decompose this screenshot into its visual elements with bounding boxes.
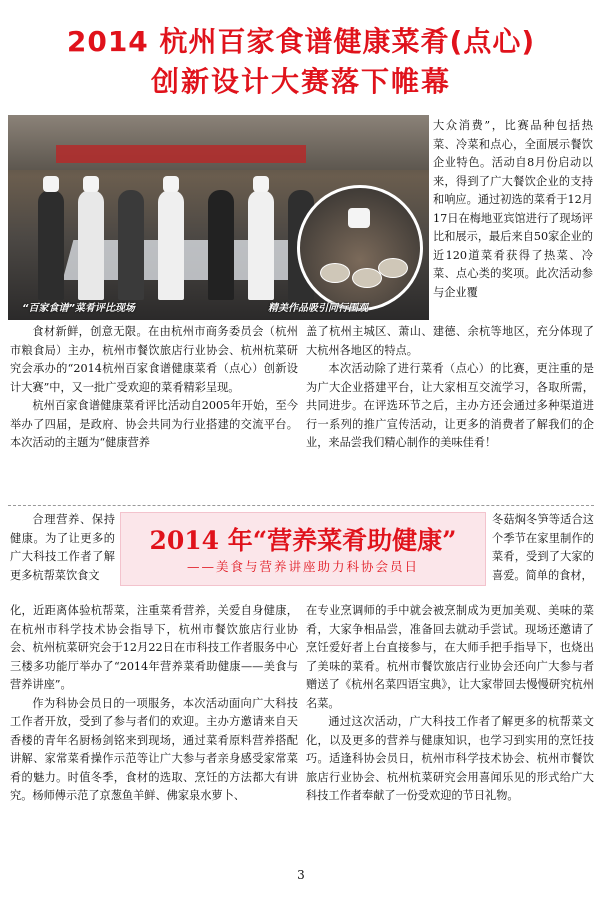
article-title-line-1: 2014 杭州百家食谱健康菜肴(点心) — [66, 25, 536, 58]
article1-paragraph: 杭州百家食谱健康菜肴评比活动自2005年开始，至今举办了四届，是政府、协会共同为行业搭建的交流平台。本次活动的主题为“健康营养 — [10, 399, 298, 449]
article1-left-column — [10, 323, 298, 453]
article2-side-right — [492, 511, 594, 585]
article2-banner — [120, 512, 486, 586]
article2-paragraph: 在专业烹调师的手中就会被烹制成为更加美观、美味的菜肴，大家争相品尝，准备回去就动手尝试。现场还邀请了烹饪爱好者上台直接参与，在大师手把手指导下，也烧出了美味的菜肴。杭州市餐饮旅店行业协会还向广大参与者赠送了《杭州名菜四语宝典》，让大家带回去慢慢研究杭州名菜。 — [306, 604, 594, 710]
article1-paragraph: 本次活动除了进行菜肴（点心）的比赛，更注重的是为广大企业搭建平台，让大家相互交流学习，各取所需，共同进步。在评选环节之后，主办方还会通过多种渠道进行一系列的推广宣传活动，让更多的消费者了解我们的企业，来品尝我们精心制作的美味佳肴！ — [306, 362, 594, 449]
photo-caption-left: “百家食谱”菜肴评比现场 — [22, 303, 135, 314]
article2-paragraph: 作为科协会员日的一项服务，本次活动面向广大科技工作者开放，受到了参与者们的欢迎。主办方邀请来自天香楼的青年名厨杨剑铭来到现场，通过菜肴原料营养搭配讲解、家常菜肴操作示范等让广大参与者亲身感受家常菜肴的魅力。时值冬季，食材的选取、烹饪的方法都大有讲究。杨师傅示范了京葱鱼羊鲜、佛家泉水萝卜、 — [10, 696, 298, 802]
article1-paragraph: 大众消费”，比赛品种包括热菜、冷菜和点心，全面展示餐饮企业特色。活动自8月份启动以来，得到了广大餐饮企业的支持和响应。通过初选的菜肴于12月17日在梅地亚宾馆进行了现场评比和展示，最后来自50家企业的近120道菜肴获得了热菜、冷菜、点心类的奖项。此次活动参与企业覆 — [433, 119, 593, 299]
article2-side-left — [10, 511, 115, 585]
section-divider — [8, 505, 594, 506]
page-number: 3 — [297, 868, 305, 882]
article2-banner-subtitle: ——美食与营养讲座助力科协会员日 — [186, 559, 419, 574]
article2-right-column — [306, 602, 594, 806]
dish-inset-photo — [297, 185, 423, 311]
article1-top-right-column — [433, 117, 593, 302]
article1-right-column — [306, 323, 594, 453]
article2-paragraph: 冬菇焖冬笋等适合这个季节在家里制作的菜肴，受到了大家的喜爱。简单的食材， — [492, 513, 594, 582]
article2-paragraph: 合理营养、保持健康。为了让更多的广大科技工作者了解更多杭帮菜饮食文 — [10, 513, 115, 582]
article2-paragraph: 通过这次活动，广大科技工作者了解更多的杭帮菜文化，以及更多的营养与健康知识，也学习到实用的烹饪技巧。适逢科协会员日，杭州市科学技术协会、杭州市餐饮旅店行业协会、杭州杭菜研究会用喜闻乐见的形式给广大科技工作者奉献了一份受欢迎的节日礼物。 — [306, 715, 594, 802]
photo-caption-right: 精美作品吸引同行围观 — [268, 303, 368, 314]
article1-paragraph: 食材新鲜，创意无限。在由杭州市商务委员会（杭州市粮食局）主办，杭州市餐饮旅店行业协会、杭州杭菜研究会承办的“2014杭州百家食谱健康菜肴（点心）创新设计大赛”中，又一批广受欢迎的菜肴精彩呈现。 — [10, 325, 298, 394]
article2-paragraph: 化，近距离体验杭帮菜，注重菜肴营养，关爱自身健康，在杭州市科学技术协会指导下，杭州市餐饮旅店行业协会、杭州杭菜研究会于12月22日在市科技工作者服务中心三楼多功能厅举办了“2014年营养菜肴助健康——美食与营养讲座”。 — [10, 604, 298, 691]
article-title-line-2: 创新设计大赛落下帷幕 — [150, 65, 451, 98]
article2-left-column — [10, 602, 298, 806]
event-photo — [8, 115, 429, 320]
article2-banner-title: 2014 年“营养菜肴助健康” — [149, 526, 457, 555]
article1-paragraph: 盖了杭州主城区、萧山、建德、余杭等地区，充分体现了大杭州各地区的特点。 — [306, 325, 594, 357]
